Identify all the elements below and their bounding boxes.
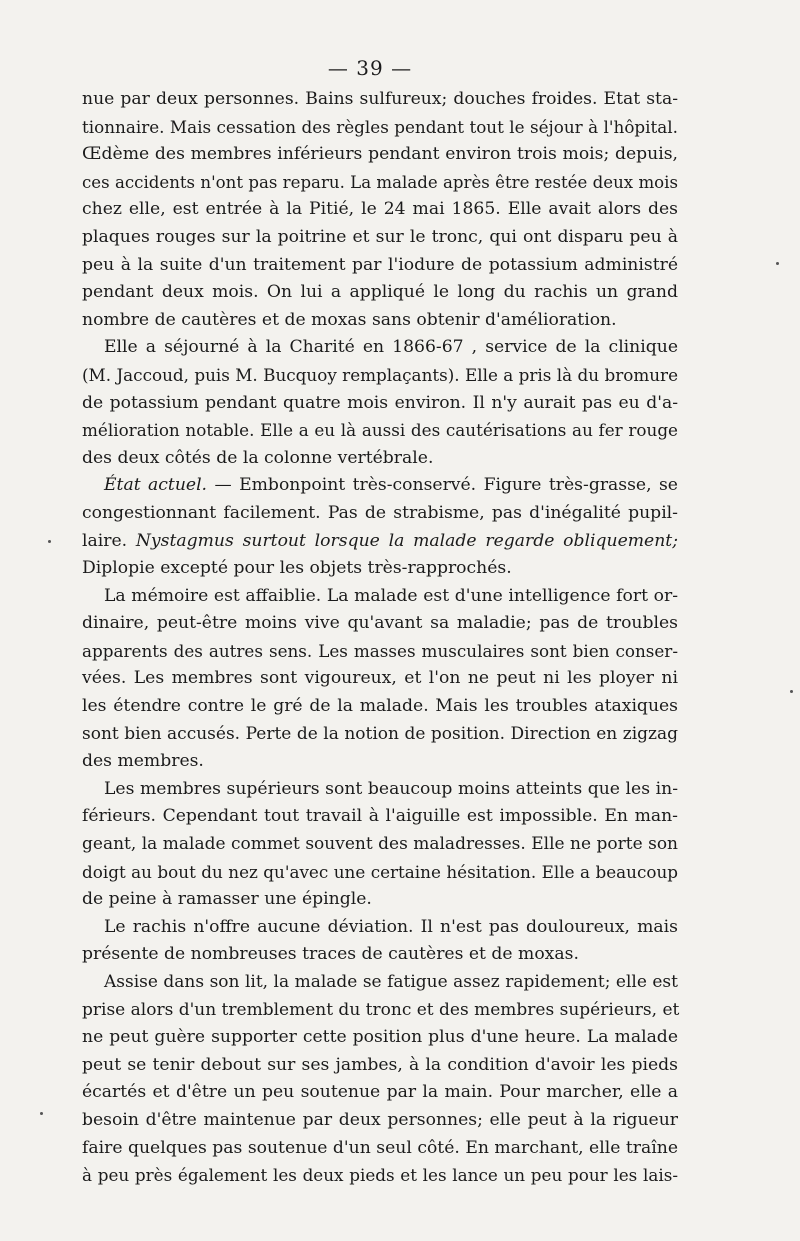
text-line: de potassium pendant quatre mois environ. Il n'y aurait pas eu d'a- bbox=[82, 392, 678, 413]
text-line: peu à la suite d'un traitement par l'iodure de potassium administré bbox=[82, 254, 678, 275]
body-text bbox=[82, 86, 678, 1190]
text-line: nombre de cautères et de moxas sans obtenir d'amélioration. bbox=[82, 309, 617, 330]
text-line: sont bien accusés. Perte de la notion de position. Direction en zigzag bbox=[82, 723, 678, 744]
text-fragment: laire. bbox=[82, 530, 128, 551]
text-line: (M. Jaccoud, puis M. Bucquoy remplaçants). Elle a pris là du bromure bbox=[82, 364, 678, 385]
text-line: Les membres supérieurs sont beaucoup moins atteints que les in- bbox=[104, 778, 678, 799]
text-line: ces accidents n'ont pas reparu. La malade après être restée deux mois bbox=[82, 172, 678, 192]
text-line bbox=[82, 528, 678, 556]
paragraph-2 bbox=[82, 334, 678, 472]
paragraph-5 bbox=[82, 776, 678, 914]
text-line: Elle a séjourné à la Charité en 1866-67 , service de la clinique bbox=[104, 337, 678, 358]
text-line: pendant deux mois. On lui a appliqué le long du rachis un grand bbox=[82, 282, 678, 303]
italic-text: Nystagmus surtout lorsque la malade regarde obliquement; bbox=[135, 530, 678, 551]
text-line: vées. Les membres sont vigoureux, et l'on ne peut ni les ployer ni bbox=[82, 668, 678, 689]
section-label: État actuel. bbox=[104, 475, 208, 496]
text-line: nue par deux personnes. Bains sulfureux; douches froides. Etat sta- bbox=[82, 89, 678, 109]
text-line: prise alors d'un tremblement du tronc et des membres supérieurs, et bbox=[82, 999, 680, 1020]
text-line: faire quelques pas soutenue d'un seul côté. En marchant, elle traîne bbox=[82, 1137, 678, 1158]
scan-speck bbox=[48, 540, 51, 543]
text-line: férieurs. Cependant tout travail à l'aiguille est impossible. En man- bbox=[82, 806, 678, 827]
text-line: Le rachis n'offre aucune déviation. Il n'est pas douloureux, mais bbox=[104, 916, 678, 937]
page-number: — 39 — bbox=[327, 56, 413, 80]
text-line: ne peut guère supporter cette position plus d'une heure. La malade bbox=[82, 1027, 678, 1048]
text-line: les étendre contre le gré de la malade. Mais les troubles ataxiques bbox=[82, 696, 678, 717]
scan-speck bbox=[790, 690, 793, 693]
text-fragment: — Embonpoint très-conservé. Figure très-grasse, se bbox=[214, 475, 678, 496]
text-line: apparents des autres sens. Les masses musculaires sont bien conser- bbox=[82, 640, 678, 661]
text-line: congestionnant facilement. Pas de strabisme, pas d'inégalité pupil- bbox=[82, 502, 678, 523]
text-line: besoin d'être maintenue par deux personnes; elle peut à la rigueur bbox=[82, 1109, 678, 1130]
paragraph-7 bbox=[82, 969, 678, 1190]
text-line: La mémoire est affaiblie. La malade est d'une intelligence fort or- bbox=[104, 585, 678, 606]
scan-speck bbox=[40, 1112, 43, 1115]
text-line: présente de nombreuses traces de cautères et de moxas. bbox=[82, 944, 579, 965]
text-line bbox=[82, 472, 678, 500]
scan-speck bbox=[776, 262, 779, 265]
text-line: doigt au bout du nez qu'avec une certaine hésitation. Elle a beaucoup bbox=[82, 861, 678, 882]
paragraph-etat-actuel bbox=[82, 472, 678, 582]
text-line: de peine à ramasser une épingle. bbox=[82, 889, 372, 910]
text-line: peut se tenir debout sur ses jambes, à la condition d'avoir les pieds bbox=[82, 1054, 678, 1075]
text-line: des membres. bbox=[82, 751, 204, 772]
paragraph-4 bbox=[82, 583, 678, 776]
text-line: geant, la malade commet souvent des maladresses. Elle ne porte son bbox=[82, 834, 678, 855]
text-line: mélioration notable. Elle a eu là aussi des cautérisations au fer rouge bbox=[82, 420, 678, 441]
text-line: dinaire, peut-être moins vive qu'avant sa maladie; pas de troubles bbox=[82, 613, 678, 634]
text-line: plaques rouges sur la poitrine et sur le tronc, qui ont disparu peu à bbox=[82, 226, 678, 247]
text-line: chez elle, est entrée à la Pitié, le 24 mai 1865. Elle avait alors des bbox=[82, 199, 678, 220]
text-line: tionnaire. Mais cessation des règles pendant tout le séjour à l'hôpital. bbox=[82, 116, 678, 137]
paragraph-6 bbox=[82, 914, 678, 969]
paragraph-1 bbox=[82, 86, 678, 334]
text-line: Œdème des membres inférieurs pendant environ trois mois; depuis, bbox=[82, 144, 678, 165]
text-line: Assise dans son lit, la malade se fatigue assez rapidement; elle est bbox=[104, 972, 678, 992]
text-line: des deux côtés de la colonne vertébrale. bbox=[82, 447, 434, 468]
text-line: à peu près également les deux pieds et les lance un peu pour les lais- bbox=[82, 1165, 678, 1186]
text-line: écartés et d'être un peu soutenue par la main. Pour marcher, elle a bbox=[82, 1082, 678, 1103]
text-line: Diplopie excepté pour les objets très-rapprochés. bbox=[82, 558, 512, 579]
